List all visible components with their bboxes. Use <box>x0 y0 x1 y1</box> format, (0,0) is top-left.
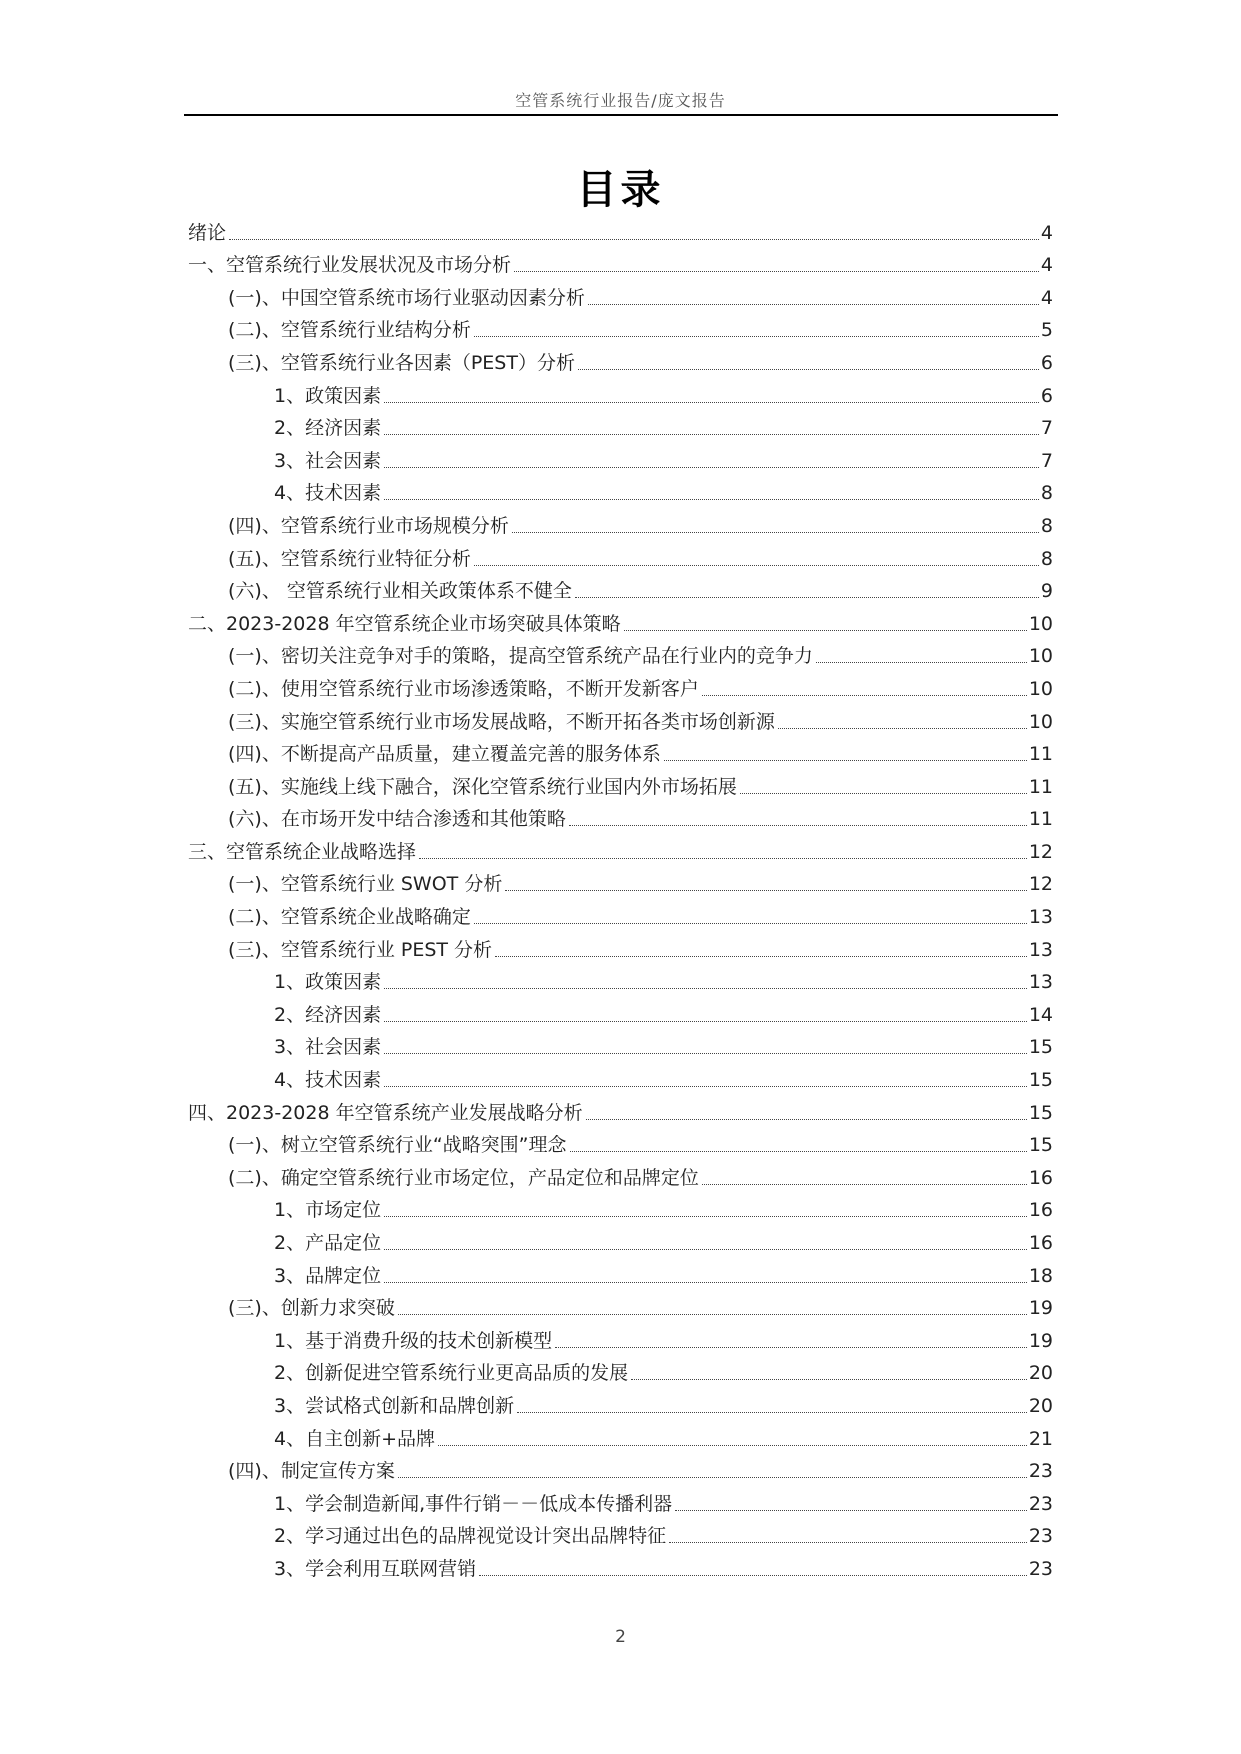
toc-entry-label: 3、社会因素 <box>274 449 382 472</box>
toc-dot-leader <box>569 825 1027 826</box>
toc-entry-label: 3、尝试格式创新和品牌创新 <box>274 1394 515 1417</box>
toc-entry-page: 7 <box>1040 417 1053 440</box>
toc-dot-leader <box>586 1119 1027 1120</box>
toc-entry-page: 16 <box>1028 1199 1053 1222</box>
toc-entry-page: 10 <box>1028 612 1053 635</box>
header-rule <box>184 114 1058 116</box>
toc-dot-leader <box>438 1445 1027 1446</box>
toc-entry[interactable] <box>188 377 1053 410</box>
toc-dot-leader <box>664 760 1027 761</box>
toc-entry-page: 19 <box>1028 1329 1053 1352</box>
toc-entry-page: 23 <box>1028 1492 1053 1515</box>
toc-entry[interactable] <box>188 1061 1053 1094</box>
toc-entry-page: 8 <box>1040 514 1053 537</box>
toc-entry[interactable] <box>188 1550 1053 1583</box>
toc-entry-label: 2、学习通过出色的品牌视觉设计突出品牌特征 <box>274 1525 667 1548</box>
toc-entry-label: 2、经济因素 <box>274 417 382 440</box>
toc-entry-page: 10 <box>1028 710 1053 733</box>
toc-entry-label: (四)、空管系统行业市场规模分析 <box>228 514 509 537</box>
toc-entry-label: 2、创新促进空管系统行业更高品质的发展 <box>274 1362 629 1385</box>
toc-entry-label: 1、基于消费升级的技术创新模型 <box>274 1329 553 1352</box>
toc-entry-page: 16 <box>1028 1232 1053 1254</box>
toc-entry-page: 6 <box>1040 384 1053 407</box>
table-of-contents <box>188 214 1053 1583</box>
toc-entry[interactable] <box>188 410 1053 443</box>
toc-entry-label: (四)、制定宣传方案 <box>228 1460 395 1483</box>
toc-entry-page: 13 <box>1028 906 1053 929</box>
toc-entry-page: 11 <box>1028 743 1053 766</box>
toc-entry-page: 23 <box>1028 1460 1053 1483</box>
toc-entry-label: 1、政策因素 <box>274 384 382 407</box>
toc-dot-leader <box>505 890 1026 891</box>
toc-entry-page: 12 <box>1028 840 1053 863</box>
toc-dot-leader <box>384 402 1039 403</box>
toc-entry[interactable] <box>188 670 1053 703</box>
toc-entry-label: 三、空管系统企业战略选择 <box>188 840 417 863</box>
toc-dot-leader <box>384 1216 1027 1217</box>
toc-entry-page: 13 <box>1028 971 1053 994</box>
toc-entry-page: 10 <box>1028 677 1053 700</box>
toc-dot-leader <box>555 1347 1027 1348</box>
toc-entry-page: 13 <box>1028 938 1053 961</box>
toc-entry-label: 3、社会因素 <box>274 1036 382 1059</box>
toc-entry[interactable] <box>188 344 1053 377</box>
toc-dot-leader <box>778 728 1027 729</box>
toc-entry[interactable] <box>188 573 1053 606</box>
toc-dot-leader <box>631 1379 1027 1380</box>
toc-entry-label: 一、空管系统行业发展状况及市场分析 <box>188 254 512 277</box>
toc-dot-leader <box>816 662 1027 663</box>
toc-entry-label: 4、自主创新+品牌 <box>274 1427 436 1450</box>
toc-dot-leader <box>384 1282 1027 1283</box>
toc-entry-page: 7 <box>1040 449 1053 472</box>
toc-dot-leader <box>384 988 1027 989</box>
toc-dot-leader <box>474 923 1027 924</box>
toc-dot-leader <box>517 1412 1027 1413</box>
toc-entry-page: 15 <box>1028 1101 1053 1124</box>
toc-entry[interactable] <box>188 736 1053 769</box>
toc-entry-page: 21 <box>1028 1427 1053 1450</box>
toc-dot-leader <box>384 434 1039 435</box>
toc-entry-label: 绪论 <box>188 221 227 244</box>
toc-entry-label: (三)、空管系统行业各因素（PEST）分析 <box>228 351 575 374</box>
toc-entry[interactable] <box>188 1355 1053 1388</box>
toc-entry-label: 2、产品定位 <box>274 1232 382 1254</box>
toc-entry-page: 8 <box>1040 547 1053 570</box>
toc-entry[interactable] <box>188 898 1053 931</box>
toc-entry-page: 5 <box>1040 319 1053 342</box>
toc-entry[interactable] <box>188 475 1053 508</box>
toc-entry-label: (二)、空管系统行业结构分析 <box>228 319 471 342</box>
toc-entry[interactable] <box>188 703 1053 736</box>
toc-entry-label: 四、2023-2028 年空管系统产业发展战略分析 <box>188 1101 583 1124</box>
toc-entry-label: (一)、中国空管系统市场行业驱动因素分析 <box>228 286 585 309</box>
page-number: 2 <box>615 1627 626 1647</box>
toc-entry[interactable] <box>188 1322 1053 1355</box>
toc-entry-label: (四)、不断提高产品质量，建立覆盖完善的服务体系 <box>228 743 661 766</box>
toc-dot-leader <box>474 565 1039 566</box>
toc-entry-page: 11 <box>1028 808 1053 831</box>
toc-entry[interactable] <box>188 507 1053 540</box>
toc-entry[interactable] <box>188 605 1053 638</box>
toc-dot-leader <box>398 1477 1027 1478</box>
toc-entry-label: (六)、 空管系统行业相关政策体系不健全 <box>228 580 572 603</box>
toc-dot-leader <box>575 597 1039 598</box>
toc-entry[interactable] <box>188 638 1053 671</box>
toc-entry-label: (三)、空管系统行业 PEST 分析 <box>228 938 493 961</box>
toc-entry-label: 4、技术因素 <box>274 482 382 505</box>
toc-entry-page: 4 <box>1040 221 1053 244</box>
toc-entry-page: 11 <box>1028 775 1053 798</box>
toc-entry-label: (一)、树立空管系统行业“战略突围”理念 <box>228 1134 567 1157</box>
toc-entry-label: (一)、空管系统行业 SWOT 分析 <box>228 873 503 896</box>
toc-entry[interactable] <box>188 1420 1053 1453</box>
toc-entry-page: 10 <box>1028 645 1053 668</box>
toc-dot-leader <box>384 1021 1027 1022</box>
toc-dot-leader <box>384 467 1039 468</box>
toc-entry[interactable] <box>188 1257 1053 1290</box>
toc-entry-page: 20 <box>1028 1362 1053 1385</box>
toc-dot-leader <box>578 369 1039 370</box>
toc-dot-leader <box>675 1510 1027 1511</box>
toc-entry-label: (一)、密切关注竞争对手的策略，提高空管系统产品在行业内的竞争力 <box>228 645 813 668</box>
toc-entry-page: 15 <box>1028 1134 1053 1157</box>
toc-entry[interactable] <box>188 801 1053 834</box>
toc-entry-page: 23 <box>1028 1525 1053 1548</box>
toc-dot-leader <box>588 304 1039 305</box>
toc-dot-leader <box>384 1249 1027 1250</box>
toc-entry-page: 15 <box>1028 1036 1053 1059</box>
toc-dot-leader <box>702 695 1027 696</box>
toc-dot-leader <box>474 336 1039 337</box>
toc-entry[interactable] <box>188 1094 1053 1127</box>
toc-entry-page: 18 <box>1028 1264 1053 1287</box>
toc-entry[interactable] <box>188 1485 1053 1518</box>
toc-entry-page: 20 <box>1028 1394 1053 1417</box>
toc-entry-page: 4 <box>1040 286 1053 309</box>
toc-dot-leader <box>479 1575 1027 1576</box>
toc-entry-label: (五)、空管系统行业特征分析 <box>228 547 471 570</box>
toc-entry[interactable] <box>188 1127 1053 1160</box>
toc-entry-page: 4 <box>1040 254 1053 277</box>
toc-dot-leader <box>398 1314 1027 1315</box>
toc-entry-page: 12 <box>1028 873 1053 896</box>
page-title: 目录 <box>576 167 665 213</box>
toc-entry-page: 8 <box>1040 482 1053 505</box>
toc-entry-label: (二)、使用空管系统行业市场渗透策略，不断开发新客户 <box>228 677 699 700</box>
toc-entry[interactable] <box>188 768 1053 801</box>
toc-dot-leader <box>384 1053 1027 1054</box>
toc-entry[interactable] <box>188 964 1053 997</box>
toc-dot-leader <box>570 1151 1027 1152</box>
toc-entry[interactable] <box>188 833 1053 866</box>
toc-entry-page: 9 <box>1040 580 1053 603</box>
running-header: 空管系统行业报告/庞文报告 <box>515 91 726 110</box>
toc-dot-leader <box>624 630 1027 631</box>
toc-entry[interactable] <box>188 214 1053 247</box>
toc-entry[interactable] <box>188 1387 1053 1420</box>
toc-dot-leader <box>495 956 1027 957</box>
toc-entry[interactable] <box>188 1290 1053 1323</box>
toc-entry-label: (六)、在市场开发中结合渗透和其他策略 <box>228 808 566 831</box>
toc-entry-label: 3、品牌定位 <box>274 1264 382 1287</box>
toc-entry[interactable] <box>188 312 1053 345</box>
toc-entry-label: (二)、确定空管系统行业市场定位，产品定位和品牌定位 <box>228 1166 699 1189</box>
toc-entry[interactable] <box>188 996 1053 1029</box>
toc-entry-label: 1、学会制造新闻,事件行销－－低成本传播利器 <box>274 1492 673 1515</box>
toc-dot-leader <box>384 1086 1027 1087</box>
toc-entry[interactable] <box>188 1518 1053 1551</box>
toc-entry-label: (三)、实施空管系统行业市场发展战略，不断开拓各类市场创新源 <box>228 710 775 733</box>
toc-dot-leader <box>512 532 1039 533</box>
toc-entry-label: (二)、空管系统企业战略确定 <box>228 906 471 929</box>
toc-dot-leader <box>740 793 1027 794</box>
toc-dot-leader <box>669 1542 1027 1543</box>
toc-entry[interactable] <box>188 1224 1053 1257</box>
toc-dot-leader <box>229 239 1039 240</box>
toc-dot-leader <box>419 858 1027 859</box>
toc-entry-label: 1、政策因素 <box>274 971 382 994</box>
toc-dot-leader <box>384 499 1039 500</box>
toc-entry-label: 二、2023-2028 年空管系统企业市场突破具体策略 <box>188 612 621 635</box>
toc-dot-leader <box>702 1184 1027 1185</box>
toc-entry-label: 3、学会利用互联网营销 <box>274 1557 477 1580</box>
toc-entry[interactable] <box>188 931 1053 964</box>
toc-entry-label: (五)、实施线上线下融合，深化空管系统行业国内外市场拓展 <box>228 775 737 798</box>
toc-entry[interactable] <box>188 1192 1053 1225</box>
toc-entry-label: 2、经济因素 <box>274 1003 382 1026</box>
toc-entry[interactable] <box>188 1453 1053 1486</box>
toc-entry-label: 4、技术因素 <box>274 1069 382 1092</box>
toc-entry-page: 15 <box>1028 1069 1053 1092</box>
toc-entry-page: 6 <box>1040 351 1053 374</box>
toc-entry[interactable] <box>188 247 1053 280</box>
toc-entry[interactable] <box>188 442 1053 475</box>
toc-entry-page: 16 <box>1028 1166 1053 1189</box>
toc-entry[interactable] <box>188 866 1053 899</box>
toc-entry[interactable] <box>188 1159 1053 1192</box>
toc-entry-page: 23 <box>1028 1557 1053 1580</box>
toc-entry[interactable] <box>188 540 1053 573</box>
toc-entry[interactable] <box>188 279 1053 312</box>
toc-entry-page: 19 <box>1028 1297 1053 1320</box>
toc-entry-label: (三)、创新力求突破 <box>228 1297 395 1320</box>
toc-dot-leader <box>514 271 1039 272</box>
toc-entry-page: 14 <box>1028 1003 1053 1026</box>
toc-entry-label: 1、市场定位 <box>274 1199 382 1222</box>
toc-entry[interactable] <box>188 1029 1053 1062</box>
